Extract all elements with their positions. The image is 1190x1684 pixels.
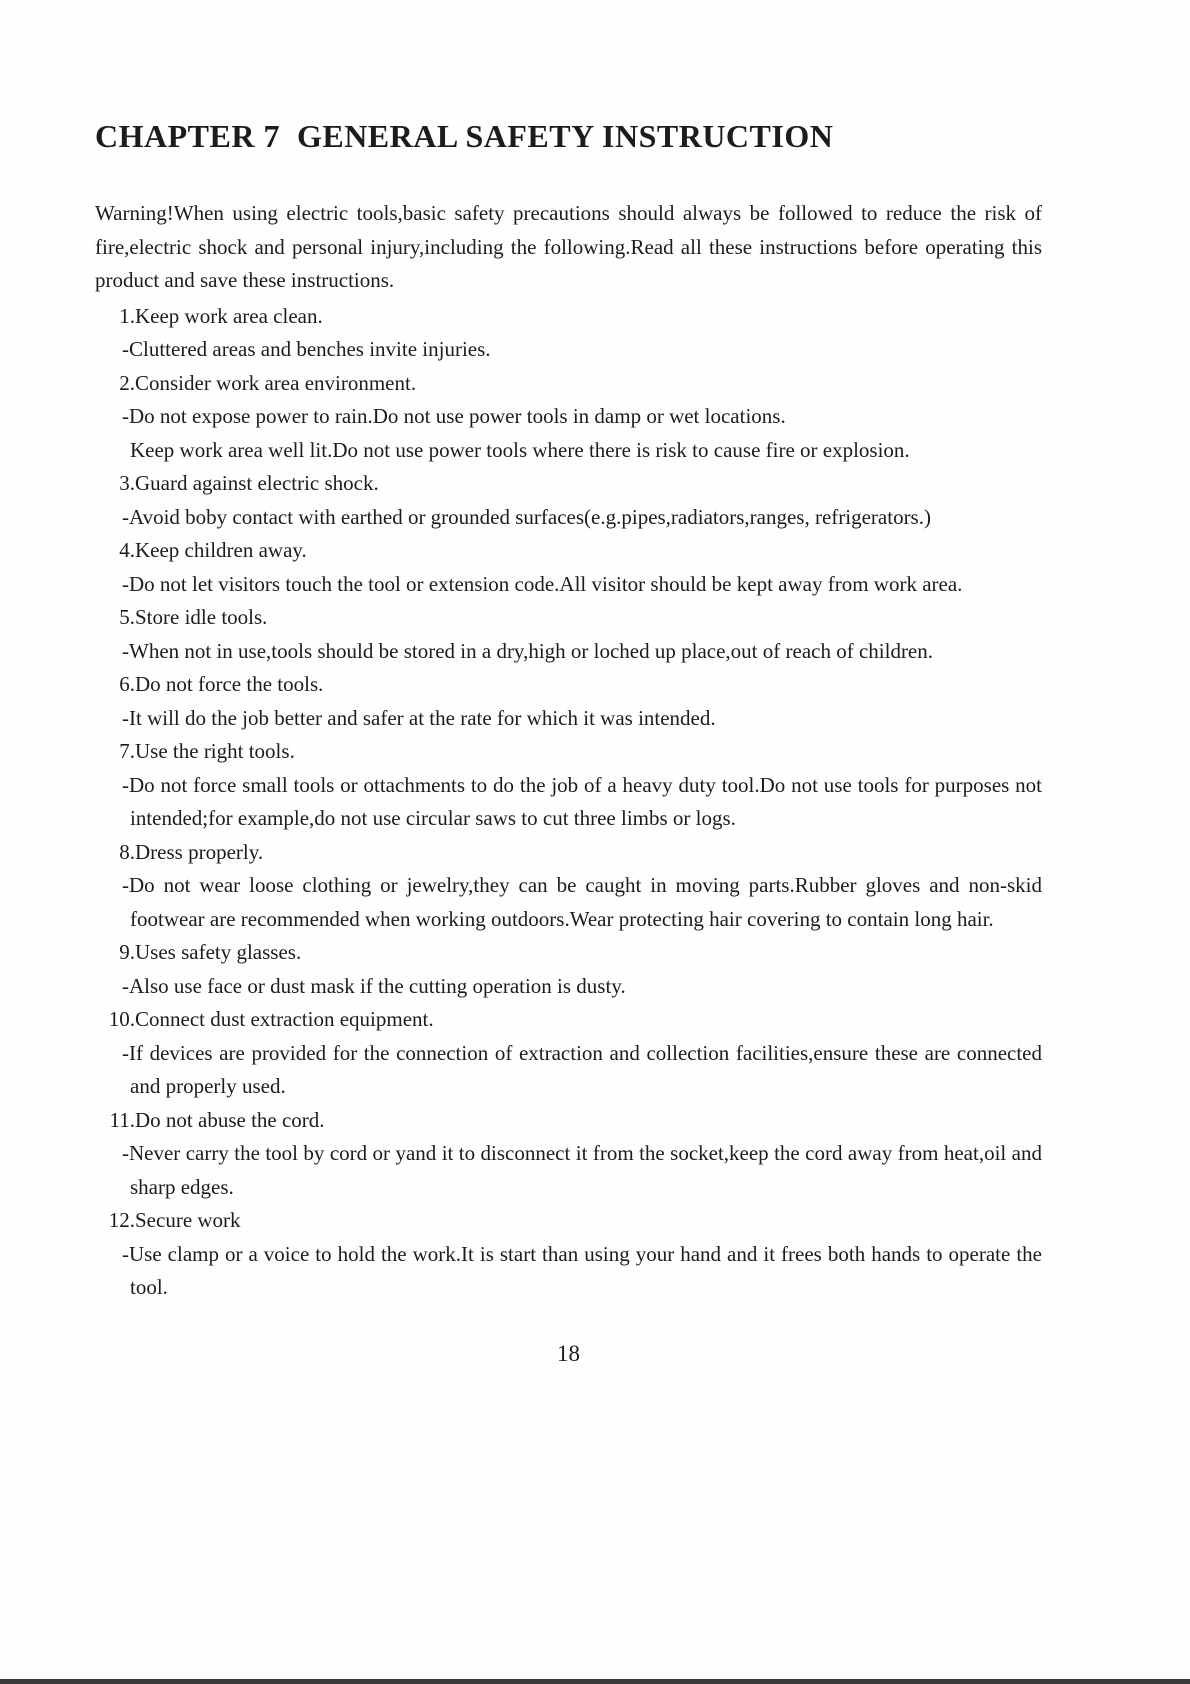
item-number: 3. — [119, 471, 135, 495]
instruction-item — [95, 1204, 1042, 1305]
item-heading-text: Do not force the tools. — [135, 672, 324, 696]
warning-paragraph: Warning!When using electric tools,basic safety precautions should always be followed to reduce the risk of fire,electric shock and personal injury,including the following.Read all these instructions before operating this product and save these instructions. — [95, 201, 1042, 292]
item-heading-text: Dress properly. — [135, 839, 264, 864]
item-number: 5. — [119, 605, 135, 629]
item-detail: -Also use face or dust mask if the cutting operation is dusty. — [122, 973, 626, 998]
item-heading-text: Secure work — [135, 1208, 241, 1232]
item-number: 7. — [119, 739, 135, 763]
item-heading-text: Use the right tools. — [135, 739, 295, 763]
item-detail: -Do not force small tools or ottachments to do the job of a heavy duty tool.Do not use tools for purposes not intended;for example,do not use circular saws to cut three limbs or logs. — [122, 772, 1042, 830]
item-detail: -It will do the job better and safer at the rate for which it was intended. — [122, 705, 716, 730]
item-number: 4. — [119, 538, 135, 562]
item-number: 9. — [119, 940, 135, 964]
item-heading — [95, 534, 1042, 568]
chapter-title: CHAPTER 7 GENERAL SAFETY INSTRUCTION — [95, 118, 834, 154]
item-heading — [95, 1104, 1042, 1138]
item-heading — [95, 836, 1042, 870]
instruction-item — [95, 668, 1042, 735]
instruction-item — [95, 1003, 1042, 1104]
item-heading — [95, 1204, 1042, 1238]
item-detail: -If devices are provided for the connection of extraction and collection facilities,ensure these are connected and properly used. — [122, 1040, 1042, 1098]
item-heading-text: Guard against electric shock. — [135, 471, 379, 495]
item-number: 6. — [119, 672, 135, 696]
item-heading — [95, 668, 1042, 702]
item-heading — [95, 467, 1042, 501]
item-heading-text: Connect dust extraction equipment. — [135, 1007, 434, 1031]
instruction-item — [95, 601, 1042, 668]
item-detail: -Avoid boby contact with earthed or grounded surfaces(e.g.pipes,radiators,ranges, refrigerators.) — [122, 504, 931, 529]
item-heading-text: Keep children away. — [135, 538, 307, 562]
instruction-item — [95, 300, 1042, 367]
item-number: 2. — [119, 370, 135, 395]
item-heading-text: Keep work area clean. — [135, 303, 323, 328]
item-detail: Keep work area well lit.Do not use power tools where there is risk to cause fire or explosion. — [130, 437, 910, 462]
item-heading-text: Uses safety glasses. — [135, 940, 302, 964]
item-detail: -Never carry the tool by cord or yand it to disconnect it from the socket,keep the cord away from heat,oil and sharp edges. — [122, 1141, 1042, 1199]
item-number: 11. — [109, 1107, 135, 1132]
item-heading-text: Store idle tools. — [135, 605, 268, 629]
instruction-item — [95, 1104, 1042, 1205]
item-detail: -Use clamp or a voice to hold the work.It is start than using your hand and it frees both hands to operate the tool. — [122, 1241, 1042, 1299]
item-heading — [95, 1003, 1042, 1037]
instruction-item — [95, 367, 1042, 468]
item-heading — [95, 735, 1042, 769]
item-heading — [95, 367, 1042, 401]
item-detail: -When not in use,tools should be stored in a dry,high or loched up place,out of reach of children. — [122, 638, 934, 663]
item-heading — [95, 601, 1042, 635]
page-bottom-edge — [0, 1679, 1190, 1684]
item-detail: -Cluttered areas and benches invite injuries. — [122, 337, 491, 361]
instruction-item — [95, 735, 1042, 836]
instruction-list — [95, 300, 1042, 1305]
item-number: 10. — [108, 1007, 135, 1031]
item-number: 12. — [108, 1208, 135, 1232]
item-number: 8. — [119, 839, 135, 864]
item-heading-text: Do not abuse the cord. — [135, 1107, 325, 1132]
item-detail: -Do not wear loose clothing or jewelry,they can be caught in moving parts.Rubber gloves and non-skid footwear are recommended when working outdoors.Wear protecting hair covering to contain long hair. — [122, 873, 1042, 931]
item-heading — [95, 936, 1042, 970]
instruction-item — [95, 534, 1042, 601]
page-number: 18 — [557, 1340, 580, 1366]
item-detail: -Do not let visitors touch the tool or extension code.All visitor should be kept away from work area. — [122, 571, 963, 596]
instruction-item — [95, 467, 1042, 534]
instruction-item — [95, 836, 1042, 937]
item-number: 1. — [119, 303, 135, 328]
item-heading-text: Consider work area environment. — [135, 370, 417, 395]
item-detail: -Do not expose power to rain.Do not use power tools in damp or wet locations. — [122, 404, 786, 428]
instruction-item — [95, 936, 1042, 1003]
item-heading — [95, 300, 1042, 334]
